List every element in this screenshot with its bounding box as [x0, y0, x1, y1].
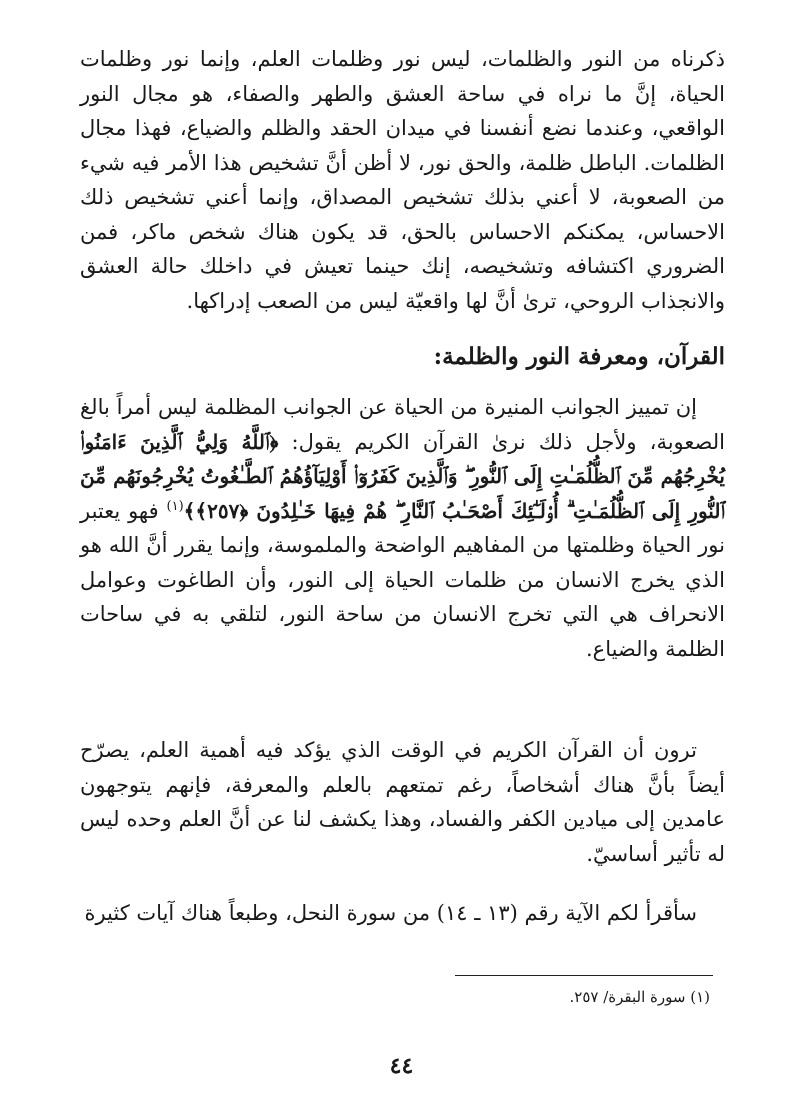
footnote-reference: (١)	[166, 498, 184, 514]
paragraph-2-continuation: فهو يعتبر نور الحياة وظلمتها من المفاهيم الواضحة والملموسة، وإنما يقرر أنَّ الله هو الذي يخرج الانسان من ظلمات الحياة إلى النور، وأن الطاغوت وعوامل الانحراف هي التي تخرج الانسان من ساحة النور، لتلقي به في ساحات الظلمة والضياع.	[80, 498, 725, 661]
footnote: (١) سورة البقرة/ ٢٥٧.	[569, 988, 710, 1006]
paragraph-2-intro: إن تمييز الجوانب المنيرة من الحياة عن الجوانب المظلمة ليس أمراً بالغ الصعوبة، ولأجل ذلك نرىٰ القرآن الكريم يقول:	[80, 395, 725, 454]
section-heading: القرآن، ومعرفة النور والظلمة:	[433, 343, 725, 370]
page-number: ٤٤	[389, 1053, 414, 1079]
paragraph-2	[80, 390, 725, 666]
footnote-divider	[455, 975, 713, 976]
paragraph-1: ذكرناه من النور والظلمات، ليس نور وظلمات العلم، وإنما نور وظلمات الحياة، إنَّ ما نراه في ساحة العشق والطهر والصفاء، هو مجال النور الواقعي، وعندما نضع أنفسنا في ميدان الحقد والظلم والضياع، فهذا مجال الظلمات. الباطل ظلمة، والحق نور، لا أظن أنَّ تشخيص هذا الأمر فيه شيء من الصعوبة، لا أعني بذلك تشخيص المصداق، وإنما أعني تشخيص ذلك الاحساس، يمكنكم الاحساس بالحق، قد يكون هناك شخص ماكر، فمن الضروري اكتشافه وتشخيصه، إنك حينما تعيش في داخلك حالة العشق والانجذاب الروحي، ترىٰ أنَّ لها واقعيّة ليس من الصعب إدراكها.	[80, 47, 725, 313]
paragraph-3: ترون أن القرآن الكريم في الوقت الذي يؤكد فيه أهمية العلم، يصرّح أيضاً بأنَّ هناك أشخاصاً، رغم تمتعهم بالعلم والمعرفة، فإنهم يتوجهون عامدين إلى ميادين الكفر والفساد، وهذا يكشف لنا عن أنَّ العلم وحده ليس له تأثير أساسيّ.	[80, 738, 725, 866]
quran-verse: ﴿ٱللَّهُ وَلِيُّ ٱلَّذِينَ ءَامَنُوا۟ يُخْرِجُهُم مِّنَ ٱلظُّلُمَـٰتِ إِلَى ٱلنُّورِ ۖ وَٱلَّذِينَ كَفَرُوٓا۟ أَوْلِيَآؤُهُمُ ٱلطَّـٰغُوتُ يُخْرِجُونَهُم مِّنَ ٱلنُّورِ إِلَى ٱلظُّلُمَـٰتِ ۗ أُو۟لَـٰٓئِكَ أَصْحَـٰبُ ٱلنَّارِ ۖ هُمْ فِيهَا خَـٰلِدُونَ ﴿٢٥٧﴾﴾	[80, 429, 726, 523]
paragraph-4: سأقرأ لكم الآية رقم (١٣ ـ ١٤) من سورة النحل، وطبعاً هناك آيات كثيرة	[84, 901, 697, 925]
